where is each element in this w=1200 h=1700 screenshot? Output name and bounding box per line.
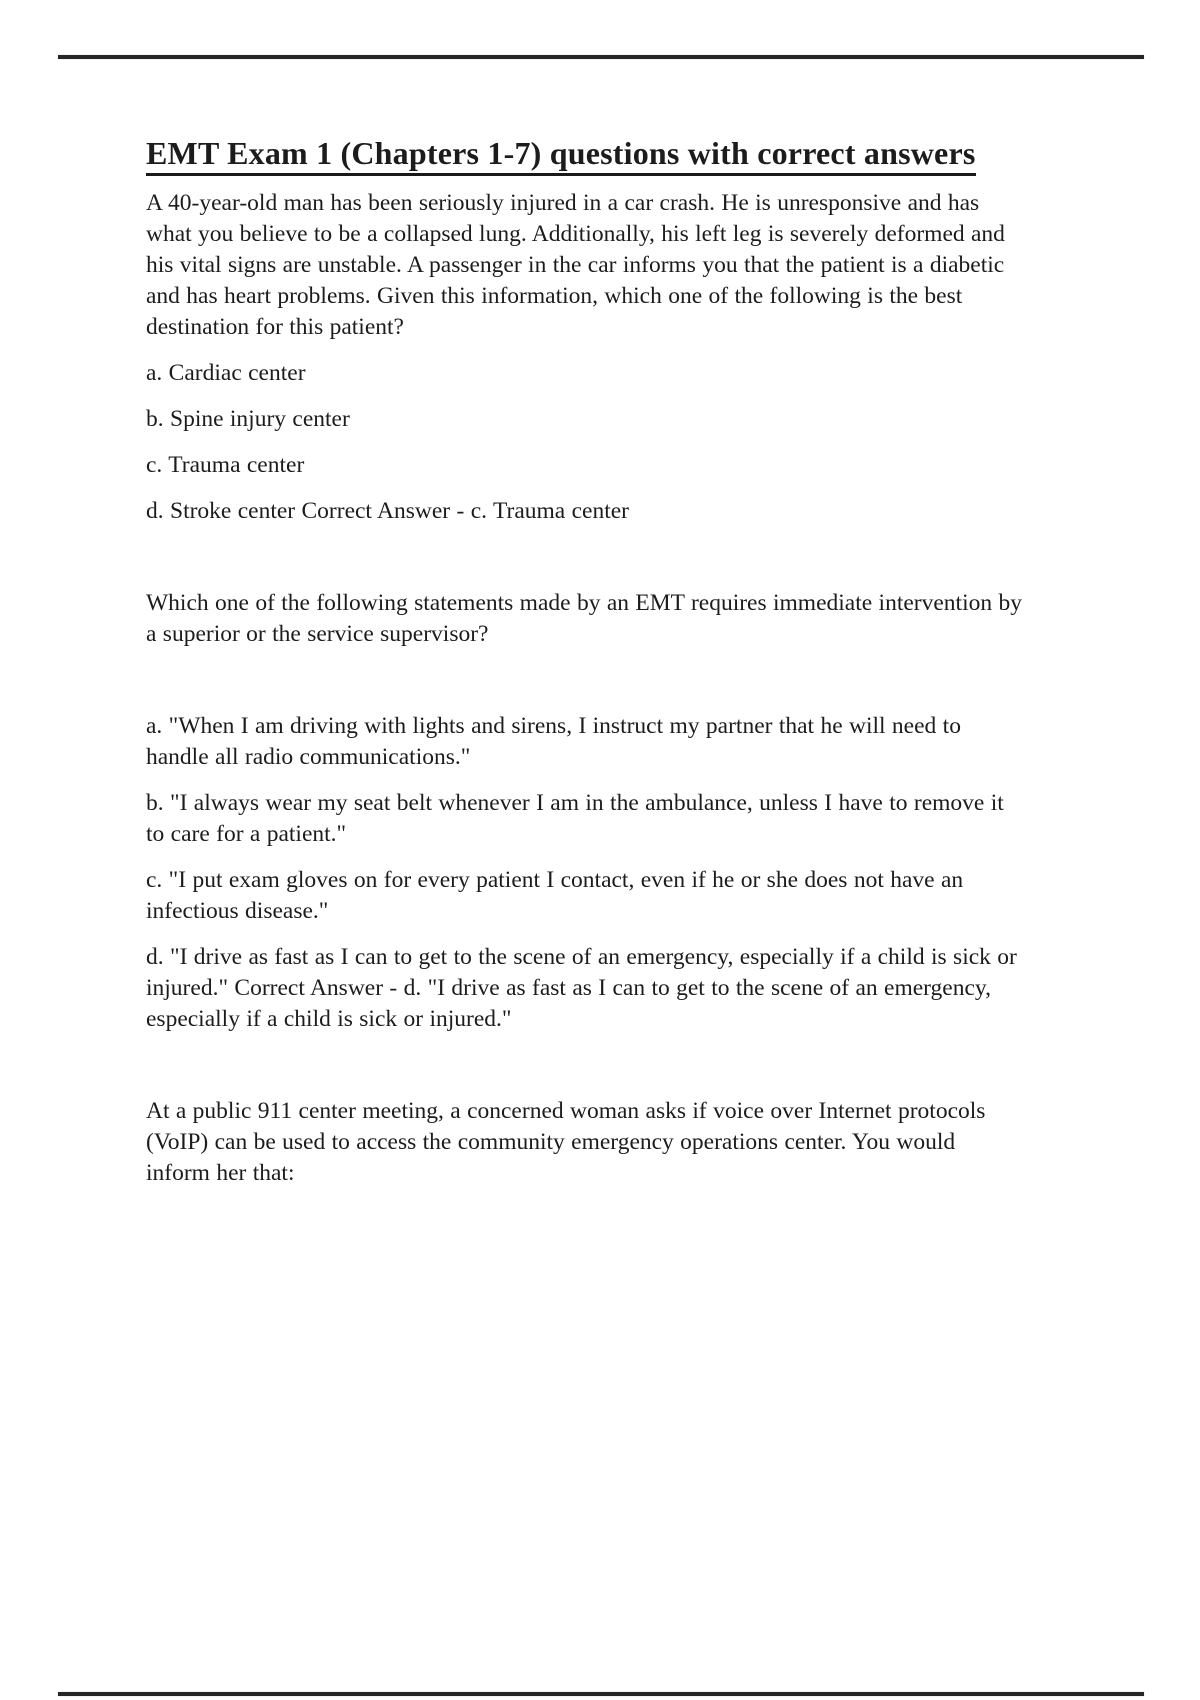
bottom-divider — [58, 1692, 1144, 1696]
document-content — [146, 134, 1022, 1204]
question-1-option-b: b. Spine injury center — [146, 406, 350, 432]
question-2-prompt: Which one of the following statements made by an EMT requires immediate intervention by a superior or the service supervisor? — [146, 590, 1022, 647]
question-2-option-b: b. "I always wear my seat belt whenever I am in the ambulance, unless I have to remove it to care for a patient." — [146, 790, 1004, 847]
top-divider — [58, 55, 1144, 59]
question-3-prompt: At a public 911 center meeting, a concerned woman asks if voice over Internet protocols (VoIP) can be used to access the community emergency operations center. You would inform her that: — [146, 1098, 986, 1186]
question-2-option-d-with-answer: d. "I drive as fast as I can to get to the scene of an emergency, especially if a child is sick or injured." Correct Answer - d. "I drive as fast as I can to get to the scene of an emergency, especially if a child is sick or injured." — [146, 944, 1017, 1032]
question-1-option-d-with-answer: d. Stroke center Correct Answer - c. Trauma center — [146, 498, 629, 524]
question-2-option-c: c. "I put exam gloves on for every patient I contact, even if he or she does not have an infectious disease." — [146, 867, 964, 924]
document-title — [146, 134, 1022, 172]
paragraph-spacer — [146, 1050, 1022, 1096]
paragraph-spacer — [146, 542, 1022, 588]
document-title-text: EMT Exam 1 (Chapters 1-7) questions with correct answers — [146, 135, 976, 176]
question-2-option-a: a. "When I am driving with lights and sirens, I instruct my partner that he will need to handle all radio communications." — [146, 713, 961, 770]
paragraph-spacer — [146, 665, 1022, 711]
question-1-option-c: c. Trauma center — [146, 452, 305, 478]
question-1-option-a: a. Cardiac center — [146, 360, 306, 386]
question-1-prompt: A 40-year-old man has been seriously injured in a car crash. He is unresponsive and has what you believe to be a collapsed lung. Additionally, his left leg is severely deformed and his vital signs are unstable. A passenger in the car informs you that the patient is a diabetic and has heart problems. Given this information, which one of the following is the best destination for this patient? — [146, 190, 1005, 340]
